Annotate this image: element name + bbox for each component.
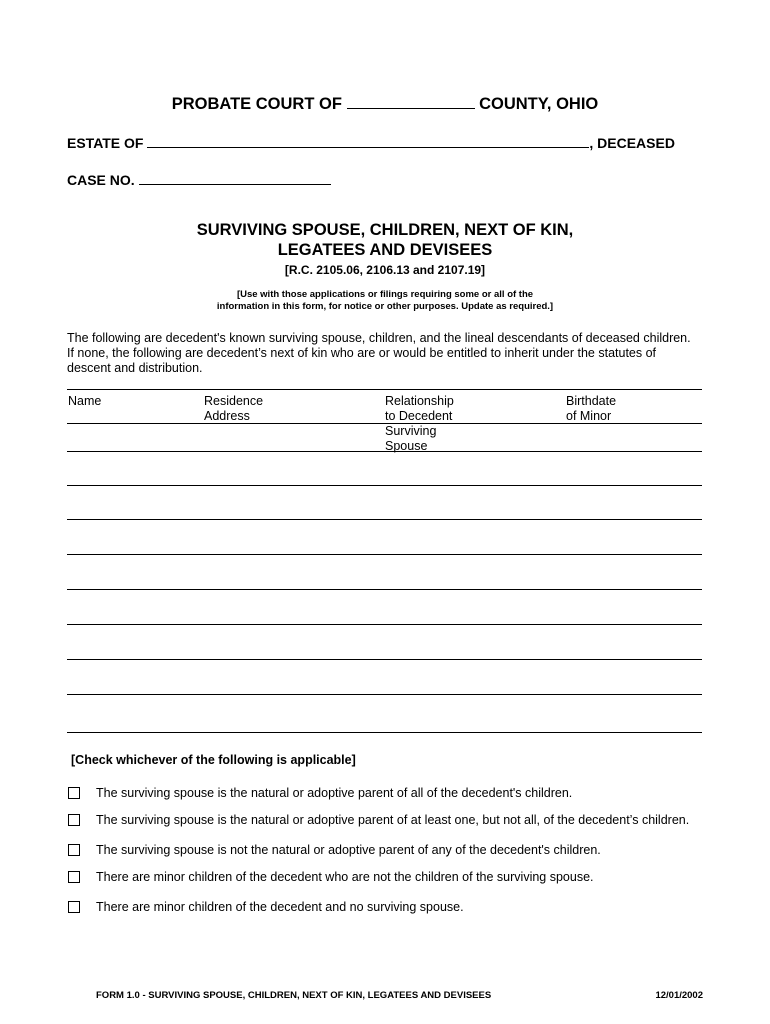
table-row[interactable] bbox=[67, 624, 702, 625]
column-header-address: Residence Address bbox=[204, 394, 264, 423]
intro-line3: descent and distribution. bbox=[67, 361, 203, 375]
option-spouse-parent-of-none: The surviving spouse is not the natural or adoptive parent of any of the decedent's children. bbox=[96, 843, 601, 857]
court-prefix: PROBATE COURT OF bbox=[171, 95, 342, 113]
intro-line1: The following are decedent's known surviving spouse, children, and the lineal descendants of deceased children. bbox=[67, 331, 691, 345]
court-suffix: COUNTY, OHIO bbox=[479, 95, 599, 113]
statute-reference: [R.C. 2105.06, 2106.13 and 2107.19] bbox=[284, 263, 486, 277]
checkbox-minor-children-not-of-spouse[interactable] bbox=[68, 871, 80, 883]
case-number-field[interactable] bbox=[139, 170, 331, 185]
table-row[interactable] bbox=[67, 694, 702, 695]
table-row[interactable] bbox=[67, 451, 702, 452]
footer-form-name: FORM 1.0 - SURVIVING SPOUSE, CHILDREN, NEXT OF KIN, LEGATEES AND DEVISEES bbox=[96, 990, 492, 1001]
estate-label: ESTATE OF bbox=[67, 135, 144, 151]
option-minor-children-not-of-spouse: There are minor children of the decedent who are not the children of the surviving spouse. bbox=[96, 870, 594, 884]
footer-date: 12/01/2002 bbox=[655, 990, 703, 1001]
option-spouse-parent-of-all: The surviving spouse is the natural or adoptive parent of all of the decedent's children. bbox=[96, 786, 573, 800]
column-header-name: Name bbox=[68, 394, 102, 408]
table-row[interactable] bbox=[67, 485, 702, 486]
checkbox-spouse-parent-of-none[interactable] bbox=[68, 844, 80, 856]
county-field[interactable] bbox=[347, 94, 475, 109]
table-row[interactable] bbox=[67, 659, 702, 660]
estate-suffix: , DECEASED bbox=[589, 135, 675, 151]
instruction-line2: information in this form, for notice or other purposes. Update as required.] bbox=[216, 301, 554, 312]
table-row[interactable] bbox=[67, 554, 702, 555]
case-line bbox=[67, 170, 331, 188]
checkbox-spouse-parent-of-all[interactable] bbox=[68, 787, 80, 799]
table-row[interactable] bbox=[67, 589, 702, 590]
column-header-relationship: Relationship to Decedent Surviving Spouse bbox=[385, 394, 454, 453]
case-label: CASE NO. bbox=[67, 172, 135, 188]
header-divider bbox=[67, 423, 702, 424]
court-line bbox=[0, 94, 770, 114]
intro-line2: If none, the following are decedent’s next of kin who are or would be entitled to inherit under the statutes of bbox=[67, 346, 657, 360]
option-spouse-parent-of-some: The surviving spouse is the natural or adoptive parent of at least one, but not all, of the decedent’s children. bbox=[96, 813, 690, 827]
form-title-line2: LEGATEES AND DEVISEES bbox=[277, 241, 493, 259]
instruction-line1: [Use with those applications or filings requiring some or all of the bbox=[236, 289, 534, 300]
checkbox-spouse-parent-of-some[interactable] bbox=[68, 814, 80, 826]
form-title-line1: SURVIVING SPOUSE, CHILDREN, NEXT OF KIN, bbox=[196, 221, 574, 239]
checklist-heading: [Check whichever of the following is applicable] bbox=[71, 753, 356, 767]
checkbox-minor-children-no-spouse[interactable] bbox=[68, 901, 80, 913]
table-row[interactable] bbox=[67, 519, 702, 520]
table-row[interactable] bbox=[67, 732, 702, 733]
option-minor-children-no-spouse: There are minor children of the decedent and no surviving spouse. bbox=[96, 900, 464, 914]
table-top-rule bbox=[67, 389, 702, 390]
column-header-birthdate: Birthdate of Minor bbox=[566, 394, 617, 423]
estate-line bbox=[67, 133, 675, 151]
estate-name-field[interactable] bbox=[147, 133, 589, 148]
